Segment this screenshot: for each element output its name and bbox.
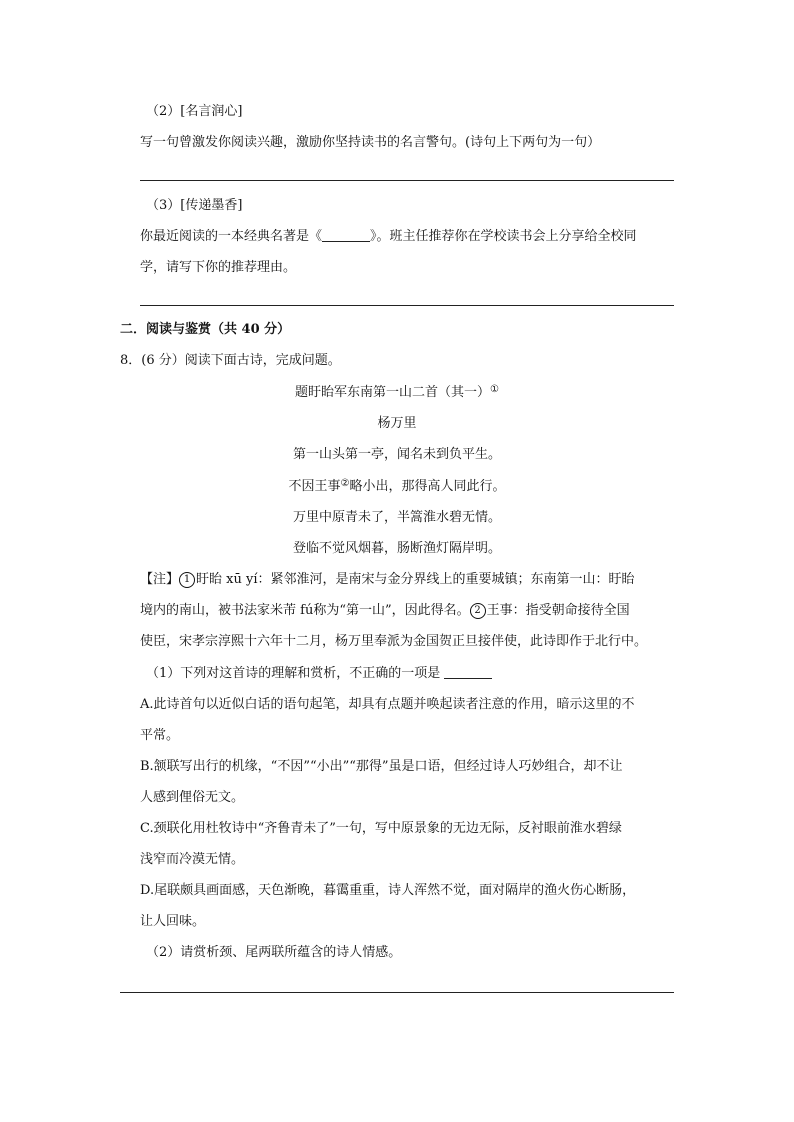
- poem-author: 杨万里: [377, 416, 417, 431]
- poem-line-2b: 略小出，那得高人同此行。: [349, 479, 506, 494]
- note-label: 【注】: [140, 572, 180, 587]
- poem-line-2a: 不因王事: [288, 479, 341, 494]
- note-line-1: [140, 571, 635, 589]
- note-marker-1: ①: [490, 384, 499, 395]
- note-text-1: 盱眙 xū yí：紧邻淮河，是南宋与金分界线上的重要城镇；东南第一山：盱眙: [196, 572, 635, 587]
- q3-text-b: 》。班主任推荐你在学校读书会上分享给全校同: [370, 229, 637, 244]
- section-heading: 二．阅读与鉴赏（共 40 分）: [120, 322, 291, 337]
- sub-question-2: （2）请赏析颈、尾两联所蕴含的诗人情感。: [146, 945, 402, 960]
- q2-prompt: 写一句曾激发你阅读兴趣，激励你坚持读书的名言警句。(诗句上下两句为一句）: [140, 135, 601, 150]
- answer-line-q3[interactable]: [140, 305, 674, 306]
- answer-blank-1[interactable]: [444, 666, 492, 679]
- circle-2-icon: 2: [470, 603, 486, 619]
- poem-line-3: 万里中原青未了，半篙淮水碧无情。: [292, 510, 501, 525]
- note-text-2b: 王事：指受朝命接待全国: [486, 603, 630, 618]
- note-marker-2: ②: [340, 478, 350, 489]
- option-d-line2: 让人回味。: [140, 914, 206, 929]
- option-d-line1: D.尾联颇具画面感，天色渐晚，暮霭重重，诗人浑然不觉，面对隔岸的渔火伤心断肠，: [140, 883, 636, 898]
- note-text-2: 境内的南山，被书法家米芾 fú称为“第一山”，因此得名。: [140, 603, 470, 618]
- q8-intro: 8．(6 分）阅读下面古诗，完成问题。: [120, 353, 341, 368]
- note-line-2: [140, 602, 630, 620]
- circle-1-icon: 1: [179, 572, 195, 588]
- option-c-line2: 浅窄而冷漠无情。: [140, 852, 245, 867]
- answer-line-q2[interactable]: [140, 180, 674, 181]
- poem-title: [0, 384, 794, 403]
- q3-text-a: 你最近阅读的一本经典名著是《: [140, 229, 323, 244]
- answer-line-sub2[interactable]: [120, 992, 674, 993]
- q3-prompt-line2: 学，请写下你的推荐理由。: [140, 260, 297, 275]
- book-title-blank[interactable]: [322, 229, 370, 242]
- option-a-line2: 平常。: [140, 728, 180, 743]
- sub-question-1: [146, 665, 492, 683]
- poem-line-4: 登临不觉风烟暮，肠断渔灯隔岸明。: [292, 541, 501, 556]
- option-b-line2: 人感到俚俗无文。: [140, 790, 245, 805]
- sub-question-1-text: （1）下列对这首诗的理解和赏析，不正确的一项是: [146, 666, 441, 681]
- q2-title: （2）[名言润心]: [146, 104, 243, 119]
- poem-line-2: [0, 478, 794, 497]
- option-a-line1: A.此诗首句以近似白话的语句起笔，却具有点题并唤起读者注意的作用，暗示这里的不: [140, 697, 635, 712]
- q3-prompt-line1: [140, 228, 637, 246]
- q3-title: （3）[传递墨香]: [146, 198, 243, 213]
- poem-line-1: 第一山头第一亭，闻名未到负平生。: [292, 447, 501, 462]
- poem-title-text: 题盱眙军东南第一山二首（其一）: [295, 385, 491, 400]
- note-line-3: 使臣，宋孝宗淳熙十六年十二月，杨万里奉派为金国贺正旦接伴使，此诗即作于北行中。: [140, 634, 648, 649]
- option-c-line1: C.颈联化用杜牧诗中“齐鲁青未了”一句，写中原景象的无边无际，反衬眼前淮水碧绿: [140, 821, 622, 836]
- option-b-line1: B.颔联写出行的机缘，“不因”“小出”“那得”虽是口语，但经过诗人巧妙组合，却不让: [140, 759, 623, 774]
